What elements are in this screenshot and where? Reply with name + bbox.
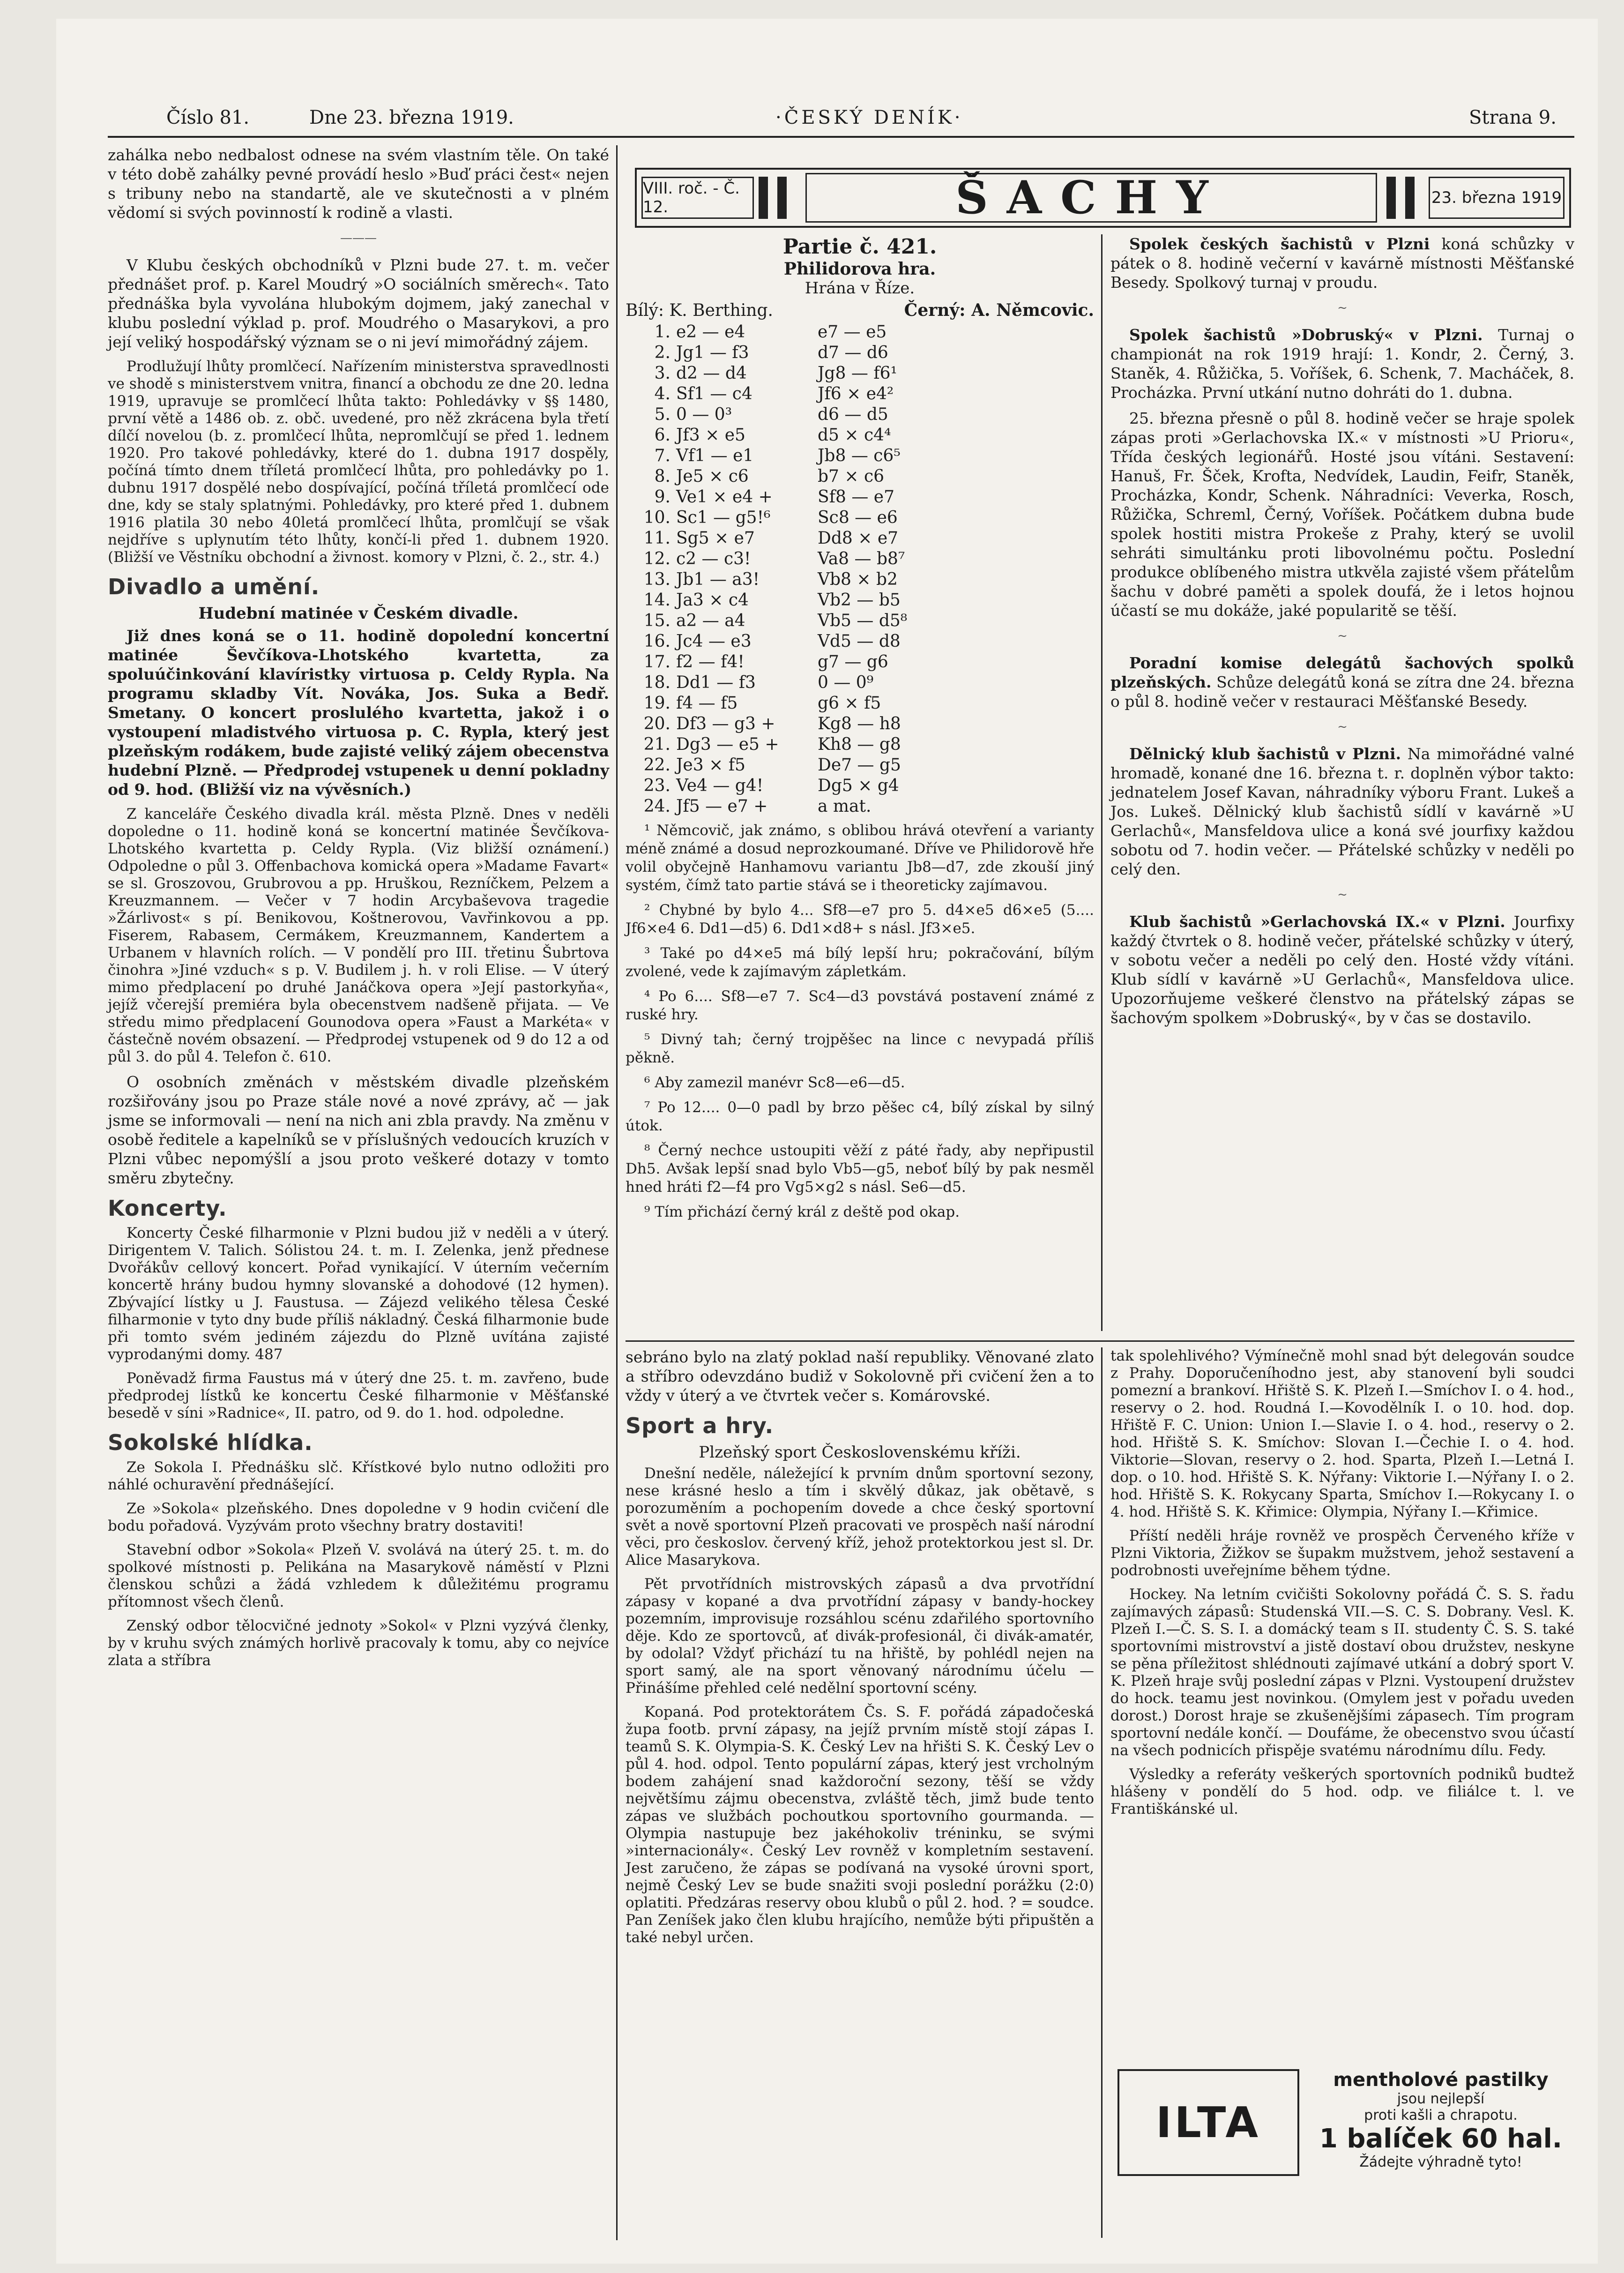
move-number: 21. — [643, 735, 670, 754]
white-move: f2 — f4! — [676, 652, 745, 672]
left-column — [108, 145, 609, 1676]
move-number: 22. — [643, 755, 670, 775]
white-move: Jf5 — e7 + — [676, 797, 768, 816]
club-text: Na mimořádné valné hromadě, konané dne 16. března t. r. doplněn výbor takto: jednatelem Josef Kavan, náhradníky výboru Frant. Lukeš a Jos. Lukeš. Dělnický klub šachistů sídlí v kavárně »U Gerlachů«, Mansfeldova ulice a koná své jourfixy každou sobotu od 7. hodin večer. — Přátelské schůzky v neděli po celý den. — [1110, 745, 1574, 878]
move-row — [626, 322, 1094, 343]
sport-paragraph-7: Výsledky a referáty veškerých sportovních podniků budtež hlášeny v pondělí do 5 hod. odp. ve filiálce t. l. ve Františkánské ul. — [1110, 1766, 1574, 1817]
game-note: ⁴ Po 6.... Sf8—e7 7. Sc4—d3 povstává postavení známé z ruské hry. — [626, 988, 1094, 1023]
black-move: Jg8 — f6¹ — [818, 364, 897, 383]
white-move: d2 — d4 — [676, 364, 747, 383]
black-move: Sc8 — e6 — [818, 508, 898, 527]
move-number: 4. — [654, 384, 670, 404]
move-number: 1. — [654, 322, 670, 342]
white-move: Ve1 × e4 + — [676, 487, 773, 507]
white-move: Je3 × f5 — [676, 755, 745, 775]
white-move: a2 — a4 — [676, 611, 745, 630]
separator: ~ — [1337, 720, 1348, 734]
game-note: ¹ Němcovič, jak známo, s oblibou hrává otevření a varianty méně známé a dosud neprozkoumané. Dříve ve Philidorově hře volil obyčejně Hanhamovu variantu Jb8—d7, zde zkouší jiný systém, čímž tato partie stává se i theoreticky zajímavou. — [626, 822, 1094, 894]
section-heading-sport: Sport a hry. — [626, 1413, 774, 1438]
theatre-paragraph-1: Již dnes koná se o 11. hodině dopolední koncertní matinée Ševčíkova-Lhotského kvartetta, za spoluúčinkování klavíristky virtuosa p. Celdy Rypla. Na programu skladby Vít. Nováka, Jos. Suka a Bedř. Smetany. O koncert proslulého kvartetta, jakož i o vystoupení mladistvého virtuosa p. C. Rypla, který jest plzeňským rodákem, bude zajisté veliký zájem obecenstva hudební Plzně. — Předprodej vstupenek u denní pokladny od 9. hod. (Bližší viz na vývěsních.) — [108, 627, 609, 799]
sport-paragraph-4: tak spolehlivého? Výmínečně mohl snad být delegován soudce z Prahy. Doporučeníhodno jest, aby stanovení byli soudci pomezní a brankoví. Hřiště S. K. Plzeň I.—Smíchov I. o 4. hod., reservy o 2. hod. Roudná I.—Kovodělník I. o 10. hod. dop. Hřiště F. C. Union: Union I.—Slavie I. o 4. hod., reservy o 2. hod. Hřiště S. K. Smíchov: Slovan I.—Čechie I. o 4. hod. Viktorie—Slovan, reservy o 2. hod. Sparta, Plzeň I.—Letná I. dop. o 10. hod. Hřiště S. K. Nýřany: Viktorie I.—Nýřany I. o 2. hod. Hřiště S. K. Rokycany Sparta, Smíchov I.—Rokycany I. o 4. hod. Hřiště S. K. Křimice: Olympia, Nýřany I.—Křimice. — [1110, 1347, 1574, 1520]
club-text: Turnaj o championát na rok 1919 hrají: 1. Kondr, 2. Černý, 3. Staněk, 4. Růžička, 5. Voříšek, 6. Schenk, 7. Macháček, 8. Procházka. První utkání nutno dohráti do 1. dubna. — [1110, 326, 1574, 402]
white-move: Jg1 — f3 — [676, 343, 749, 362]
column-rule-3 — [1101, 1347, 1103, 2238]
black-move: e7 — e5 — [818, 322, 887, 342]
move-number: 16. — [643, 632, 670, 651]
concerts-paragraph-2: Poněvadž firma Faustus má v úterý dne 25. t. m. zavřeno, bude předprodej lístků ke koncertu České filharmonie v Měšťanské besedě v síni »Radnice«, II. patro, od 9. do 1. hod. odpoledne. — [108, 1370, 609, 1421]
move-row — [626, 652, 1094, 673]
white-move: Jf3 × e5 — [676, 426, 745, 445]
white-move: Jb1 — a3! — [676, 570, 760, 589]
black-move: d6 — d5 — [818, 405, 888, 424]
move-row — [626, 363, 1094, 384]
chess-issue: VIII. roč. - Č. 12. — [641, 177, 754, 219]
move-row — [626, 673, 1094, 693]
white-move: f4 — f5 — [676, 694, 738, 713]
white-move: Dg3 — e5 + — [676, 735, 779, 754]
move-row — [626, 776, 1094, 796]
move-row — [626, 631, 1094, 652]
sport-paragraph-3: Kopaná. Pod protektorátem Čs. S. F. pořádá západočeská župa footb. první zápasy, na jejíž prvním místě stojí zápas I. teamů S. K. Olympia-S. K. Český Lev na hřišti S. K. Český Lev o půl 4. hod. odpol. Tento populární zápas, který jest vrcholným bodem zahájení snad každoroční sezony, těší se vždy největšímu zájmu obecenstva, zvláště těch, jimž bude tento zápas ve službách pochoutkou sportovního gourmanda. — Olympia nastupuje bez jakéhokoliv tréninku, se svými »internacionály«. Český Lev rovněž v kompletním sestavení. Jest zaručeno, že zápas se podívaná na vysoké úrovni sport, nejmě Český Lev se bude snažiti svoji poslední porážku (2:0) oplatiti. Předzáras reservy obou klubů o půl 2. hod. ? = soudce. Pan Zeníšek jako člen klubu hrajícího, nemůže býti připuštěn a také nebyl určen. — [626, 1704, 1094, 1946]
club-text: Jourfixy každý čtvrtek o 8. hodině večer, přátelské schůzky v úterý, v sobotu večer a neděli po celý den. Hosté vždy vítáni. Klub sídlí v kavárně »U Gerlachů«, Mansfeldova ulice. Upozorňujeme veškeré členstvo na přátelský zápas se šachovým spolkem »Dobruský«, by v čas se dostavilo. — [1110, 912, 1574, 1027]
black-move: Dg5 × g4 — [818, 776, 899, 795]
move-number: 20. — [643, 714, 670, 733]
white-move: 0 — 0³ — [676, 405, 732, 424]
move-row — [626, 569, 1094, 590]
white-move: Sf1 — c4 — [676, 384, 752, 404]
concerts-paragraph-1: Koncerty České filharmonie v Plzni budou již v neděli a v úterý. Dirigentem V. Talich. Sólistou 24. t. m. I. Zelenka, jenž přednese Dvořákův cellový koncert. Pořad vynikající. V úterním večerním koncertě hrány budou hymny slovanské a dohodové (12 hymen). Zbývající lístky u J. Faustusa. — Zájezd velikého tělesa České filharmonie v tyto dny bude příliš nákladný. Česká filharmonie bude při tomto svém jediném zájezdu do Plzně uvítána zajisté vyprodanými domy. 487 — [108, 1225, 609, 1363]
ad-line: proti kašli a chrapotu. — [1364, 2107, 1518, 2123]
ad-line: mentholové pastilky — [1333, 2069, 1549, 2091]
move-number: 17. — [643, 652, 670, 672]
move-number: 14. — [643, 591, 670, 610]
black-move: d7 — d6 — [818, 343, 888, 362]
game-note: ⁵ Divný tah; černý trojpěšec na lince c nevypadá příliš pěkně. — [626, 1031, 1094, 1066]
move-number: 7. — [654, 446, 670, 465]
move-number: 24. — [643, 797, 670, 816]
page-number: Strana 9. — [1469, 107, 1557, 128]
sokol-paragraph-4: Zenský odbor tělocvičné jednoty »Sokol« v Plzni vyzývá členky, by v kruhu svých známých horlivě pracovaly k tomu, aby co nejvíce zlata a stříbra — [108, 1617, 609, 1669]
game-note: ³ Také po d4×e5 má bílý lepší hru; pokračování, bílým zvolené, vede k zajímavým zápletkám. — [626, 945, 1094, 980]
move-number: 19. — [643, 694, 670, 713]
sport-paragraph-2: Pět prvotřídních mistrovských zápasů a dva prvotřídní zápasy v kopané a dva prvotřídní zápasy v bandy-hockey pozemním, improvisuje rozsáhlou scénu zdařilého sportovního děje. Kdo ze sportovců, ať divák-profesionál, či divák-amatér, by odolal? Vždyť přichází tu na hřiště, by pohlédl nejen na sport samý, ale na sport věnovaný národnímu účelu — Přinášíme přehled celé nedělní sportovní scény. — [626, 1576, 1094, 1697]
move-number: 2. — [654, 343, 670, 362]
white-move: Sc1 — g5!⁶ — [676, 508, 771, 527]
chessboard-icon — [1386, 177, 1424, 219]
black-move: Kg8 — h8 — [818, 714, 901, 733]
black-move: Kh8 — g8 — [818, 735, 901, 754]
chess-title: ŠACHY — [805, 173, 1377, 223]
white-move: Dd1 — f3 — [676, 673, 756, 692]
move-number: 10. — [643, 508, 670, 527]
move-row — [626, 528, 1094, 549]
move-row — [626, 425, 1094, 446]
move-number: 9. — [654, 487, 670, 507]
sokol-continuation: sebráno bylo na zlatý poklad naší republiky. Věnované zlato a stříbro odevzdáno budiž v Sokolovně při cvičení žen a to vždy v úterý a ve čtvrtek večer s. Komárovské. — [626, 1348, 1094, 1405]
move-number: 15. — [643, 611, 670, 630]
sokol-paragraph-1: Ze Sokola I. Přednášku slč. Křístkové bylo nutno odložiti pro náhlé ochuravění přednášející. — [108, 1459, 609, 1493]
move-number: 6. — [654, 426, 670, 445]
ad-price: 1 balíček 60 hal. — [1319, 2123, 1563, 2154]
newspaper-page — [56, 19, 1598, 2264]
sport-paragraph-5: Příští neděli hráje rovněž ve prospěch Červeného kříže v Plzni Viktoria, Žižkov se šupakm mužstvem, jehož sestavení a podrobnosti uveřejníme během týdne. — [1110, 1527, 1574, 1579]
ad-line: Žádejte výhradně tyto! — [1359, 2154, 1522, 2170]
chess-bottom-rule — [626, 1340, 1574, 1342]
move-row — [626, 714, 1094, 734]
black-move: Jb8 — c6⁵ — [818, 446, 901, 465]
separator: ~ — [1337, 629, 1348, 643]
white-move: Ja3 × c4 — [676, 591, 749, 610]
game-place: Hrána v Říze. — [805, 279, 915, 298]
ad-logo-text: ILTA — [1156, 2098, 1261, 2147]
issue-date: Dne 23. března 1919. — [309, 107, 514, 128]
ad-logo — [1117, 2069, 1299, 2176]
black-player: Černý: A. Němcovic. — [904, 300, 1094, 320]
game-note: ⁶ Aby zamezil manévr Sc8—e6—d5. — [644, 1074, 905, 1091]
black-move: Vb2 — b5 — [818, 591, 901, 610]
column-rule-2 — [1101, 234, 1103, 1331]
club-title: Dělnický klub šachistů v Plzni. — [1129, 745, 1401, 763]
move-number: 13. — [643, 570, 670, 589]
black-move: g7 — g6 — [818, 652, 888, 672]
game-notes — [626, 822, 1094, 1221]
sokol-paragraph-3: Stavební odbor »Sokola« Plzeň V. svolává na úterý 25. t. m. do spolkové místnosti p. Pelikána na Masarykově náměstí v Plzni členskou schůzi a žádá vzhledem k důležitému programu přítomnost všech členů. — [108, 1541, 609, 1610]
game-note: ⁸ Černý nechce ustoupiti věží z páté řady, aby nepřipustil Dh5. Avšak lepší snad bylo Vb5—g5, neboť bílý by pak nesměl hned hráti f2—f4 pro Vg5×g2 s násl. Se6—d5. — [626, 1142, 1094, 1196]
white-move: e2 — e4 — [676, 322, 745, 342]
section-heading-concerts: Koncerty. — [108, 1196, 227, 1221]
white-move: Vf1 — e1 — [676, 446, 754, 465]
white-move: Df3 — g3 + — [676, 714, 775, 733]
move-row — [626, 466, 1094, 487]
white-move: Sg5 × e7 — [676, 529, 755, 548]
game-opening: Philidorova hra. — [783, 259, 936, 279]
game-note: ² Chybné by bylo 4... Sf8—e7 pro 5. d4×e5 d6×e5 (5.... Jf6×e4 6. Dd1—d5) 6. Dd1×d8+ s násl. Jf3×e5. — [626, 902, 1094, 937]
move-row — [626, 796, 1094, 817]
black-move: g6 × f5 — [818, 694, 881, 713]
move-row — [626, 734, 1094, 755]
move-row — [626, 508, 1094, 528]
sport-subheading: Plzeňský sport Československému kříži. — [699, 1443, 1021, 1462]
game-note: ⁹ Tím přichází černý král z deště pod okap. — [644, 1204, 960, 1220]
black-move: a mat. — [818, 797, 872, 816]
move-row — [626, 487, 1094, 508]
club-title: Poradní komise delegátů šachových spolků plzeňských. — [1110, 654, 1574, 691]
pastille-advertisement — [1117, 2069, 1577, 2177]
ad-text — [1305, 2069, 1577, 2170]
black-move: d5 × c4⁴ — [818, 426, 891, 445]
black-move: Jf6 × e4² — [818, 384, 894, 404]
white-move: Je5 × c6 — [676, 467, 749, 486]
header-rule — [108, 136, 1574, 138]
ad-line: jsou nejlepší — [1397, 2091, 1485, 2107]
black-move: De7 — g5 — [818, 755, 901, 775]
chess-date: 23. března 1919 — [1429, 177, 1564, 219]
black-move: Dd8 × e7 — [818, 529, 899, 548]
white-move: c2 — c3! — [676, 549, 751, 568]
move-number: 5. — [654, 405, 670, 424]
intro-paragraph-1: zahálka nebo nedbalost odnese na svém vlastním těle. On také v této době zahálky pevné provádí heslo »Buď práci čest« nejen s tribuny nebo na standartě, ale ve skutečnosti a v plném vědomí si svých povinností k rodině a vlasti. — [108, 146, 609, 222]
paper-name: ·ČESKÝ DENÍK· — [775, 107, 963, 128]
move-number: 11. — [643, 529, 670, 548]
club-title: Spolek šachistů »Dobruský« v Plzni. — [1129, 326, 1483, 344]
move-number: 12. — [643, 549, 670, 568]
separator: ~ — [1337, 301, 1348, 315]
move-row — [626, 549, 1094, 569]
sport-column-continued — [1110, 1347, 1574, 1824]
sport-column — [626, 1347, 1094, 1953]
club-text: koná schůzky v pátek o 8. hodině večerní v kavárně místnosti Měšťanské Besedy. Spolkový turnaj v proudu. — [1110, 235, 1574, 292]
theatre-paragraph-3: O osobních změnách v městském divadle plzeňském rozšiřovány jsou po Praze stále nové a nové zprávy, ač — jak jsme se informovali — není na nich ani zbla pravdy. Na změnu v osobě ředitele a kapelníků se v příslušných vedoucích kruzích v Plzni vůbec nepomýšlí a jsou proto veškeré dotazy v tomto směru zbytečny. — [108, 1073, 609, 1187]
black-move: Vb8 × b2 — [818, 570, 898, 589]
players-row — [626, 301, 1094, 320]
club-title: Klub šachistů »Gerlachovská IX.« v Plzni. — [1129, 912, 1505, 931]
black-move: Va8 — b8⁷ — [818, 549, 905, 568]
move-number: 23. — [643, 776, 670, 795]
move-row — [626, 755, 1094, 776]
sport-paragraph-1: Dnešní neděle, náležející k prvním dnům sportovní sezony, nese krásné heslo a tím i skvělý důkaz, jak obětavě, s porozuměním a pochopením dovede a chce český sportovní svět a nově sportovní Plzeň pracovati ve prospěch naší národní věci, pro českoslov. červený kříž, jehož protektorkou jest sl. Dr. Alice Masarykova. — [626, 1465, 1094, 1569]
club-text: 25. března přesně o půl 8. hodině večer se hraje spolek zápas proti »Gerlachovska IX.« v místnosti »U Prioru«, Třída českých legionářů. Hosté jsou vítáni. Sestavení: Hanuš, Fr. Šček, Krofta, Nedvídek, Laudin, Feifr, Staněk, Procházka, Kondr, Schenk. Náhradníci: Veverka, Rosch, Růžička, Schreml, Černý, Voříšek. Počátkem dubna bude spolek hostiti mistra Prokeše z Prahy, který se uvolil sehráti simultánku proti libovolnému počtu. Poslední produkce oblíbeného mistra utkvěla zajisté všem přátelům šachu v dobré paměti a spolek doufá, že i letos hojnou účastí se mu dokáže, jaké popularitě se těší. — [1110, 409, 1574, 620]
intro-paragraph-2: V Klubu českých obchodníků v Plzni bude 27. t. m. večer přednášet prof. p. Karel Moudrý »O sociálních směrech«. Tato přednáška byla vyvolána hlubokým dojmem, jaký zanechal v klubu poslední výklad p. prof. Moudrého o Masarykovi, a pro její veliký hospodářský význam se o ni jeví mimořádný zájem. — [108, 256, 609, 351]
white-move: Ve4 — g4! — [676, 776, 764, 795]
move-row — [626, 446, 1094, 466]
black-move: 0 — 0⁹ — [818, 673, 874, 692]
separator: ——— — [340, 231, 377, 245]
move-row — [626, 384, 1094, 404]
chess-clubs-column — [1110, 234, 1574, 1034]
black-move: Vb5 — d5⁸ — [818, 611, 908, 630]
black-move: Vd5 — d8 — [818, 632, 901, 651]
separator: ~ — [1337, 888, 1348, 902]
chess-banner — [635, 168, 1571, 228]
move-row — [626, 693, 1094, 714]
section-heading-theatre: Divadlo a umění. — [108, 574, 320, 599]
theatre-paragraph-2: Z kanceláře Českého divadla král. města Plzně. Dnes v neděli dopoledne o 11. hodině koná se koncertní matinée Ševčíkova-Lhotského kvartetta p. Celdy Rypla. (Viz bližší oznámení.) Odpoledne o půl 3. Offenbachova komická opera »Madame Favart« se sl. Groszovou, Grubrovou a pp. Hruškou, Rezníčkem, Pelzem a Kreuzmannem. — Večer v 7 hodin Arcybaševova tragedie »Žárlivost« s pí. Benikovou, Koštnerovou, Vavřinkovou a pp. Fiserem, Rabasem, Cermákem, Kreuzmannem, Kandertem a Urbanem v hlavních rolích. — V pondělí pro III. třetinu Šubrtova činohra »Jiné vzduch« s p. V. Budilem j. h. v roli Elise. — V úterý mimo předplacení po druhé Janáčkova opera »Její pastorkyňa«, jejíž včerejší premiéra byla obecenstvem nadšeně přijata. — Ve středu mimo předplacení Gounodova opera »Faust a Markéta« v částečně novém obsazení. — Předprodej vstupenek od 9 do 12 a od půl 3. do půl 4. Telefon č. 610. — [108, 806, 609, 1065]
chessboard-icon — [759, 177, 796, 219]
move-row — [626, 611, 1094, 631]
club-text: Schůze delegátů koná se zítra dne 24. března o půl 8. hodině večer v restauraci Měšťanské Besedy. — [1110, 673, 1574, 710]
sokol-paragraph-2: Ze »Sokola« plzeňského. Dnes dopoledne v 9 hodin cvičení dle bodu pořadová. Vyzývám proto všechny bratry dostaviti! — [108, 1500, 609, 1534]
black-move: b7 × c6 — [818, 467, 885, 486]
move-number: 3. — [654, 364, 670, 383]
issue-number: Číslo 81. — [166, 107, 250, 128]
moves-table — [626, 322, 1094, 817]
column-rule-1 — [616, 145, 618, 2240]
game-note: ⁷ Po 12.... 0—0 padl by brzo pěšec c4, bílý získal by silný útok. — [626, 1099, 1094, 1134]
theatre-subheading: Hudební matinée v Českém divadle. — [198, 604, 519, 623]
move-row — [626, 404, 1094, 425]
move-number: 8. — [654, 467, 670, 486]
black-move: Sf8 — e7 — [818, 487, 894, 507]
club-title: Spolek českých šachistů v Plzni — [1129, 235, 1430, 253]
white-player: Bílý: K. Berthing. — [626, 301, 773, 320]
game-title: Partie č. 421. — [782, 235, 937, 259]
chess-game-column — [626, 234, 1094, 1228]
section-heading-sokol: Sokolské hlídka. — [108, 1430, 313, 1455]
page-header — [166, 107, 1567, 135]
move-row — [626, 343, 1094, 363]
sport-paragraph-6: Hockey. Na letním cvičišti Sokolovny pořádá Č. S. S. řadu zajímavých zápasů: Studenská VII.—S. C. S. Dobrany. Vesl. K. Plzeň I.—Č. S. S. I. a domácký team s II. studenty Č. S. S. také sportovními mistrovství a jistě dostaví obou družstev, neskyne se pěna příležitost shlédnouti zajímavé utkání a dobrý sport V. K. Plzeň hraje svůj poslední zápas v Plzni. Vystoupení družstev do hock. teamu jest novinkou. (Omylem jest v pořadu uveden dorost.) Dorost hraje se zkušenějšími zápasech. Tím program sportovní nedále končí. — Doufáme, že obecenstvo svou účastí na všech podnicích přispěje svatému národnímu dílu. Fedy. — [1110, 1586, 1574, 1759]
intro-paragraph-3: Prodlužují lhůty promlčecí. Nařízením ministerstva spravedlnosti ve shodě s ministerstvem vnitra, financí a obchodu ze dne 20. ledna 1919, upravuje se promlčecí lhůta takto: Pohledávky v §§ 1480, první větě a 1486 ob. z. obč. uvedené, pro něž zkrácena byla třetí dílčí novelou (b. z. promlčecí lhůta, nepromlčují se před 1. lednem 1920. Pro takové pohledávky, které do 1. dubna 1917 dospěly, počíná tímto dnem tříletá promlčecí lhůta, pro pohledávky po 1. dubnu 1917 dospělé nebo dospívající, počíná tříletá promlčecí ode dne, kdy se staly splatnými. Pohledávky, pro které před 1. dubnem 1916 platila 30 nebo 40letá promlčecí lhůta, promlčují se však nejdříve s uplynutím této lhůty, končí-li před 1. dubnem 1920. (Bližší ve Věstníku obchodní a živnost. komory v Plzni, č. 2., str. 4.) — [108, 358, 609, 566]
move-row — [626, 590, 1094, 611]
white-move: Jc4 — e3 — [676, 632, 752, 651]
move-number: 18. — [643, 673, 670, 692]
